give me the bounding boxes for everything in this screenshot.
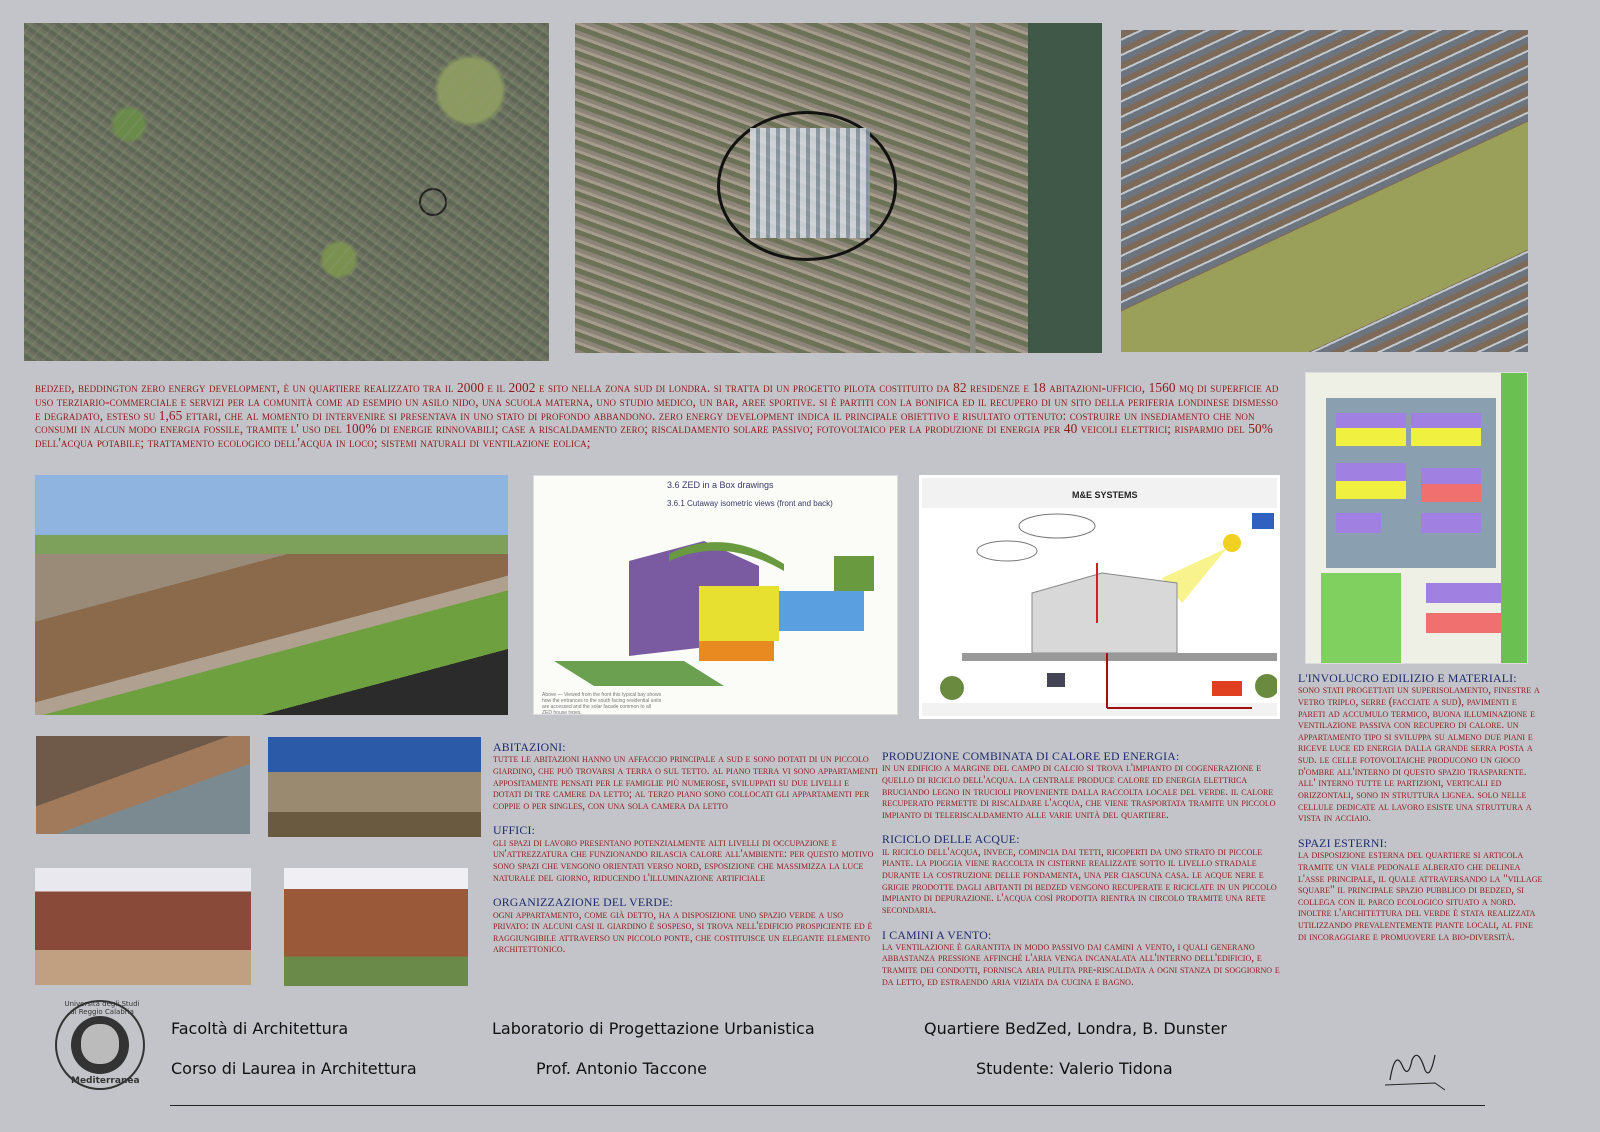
section-title-riciclo: RICICLO DELLE ACQUE:	[882, 832, 1020, 847]
section-body-involucro: sono stati progettati un superisolamento, finestre a vetro triplo, serre (facciate a sud), pavimenti e pareti ad accumulo termico, buona illuminazione e ventilazione passiva con recupero di calore. un appartamento tipo si sviluppa su almeno due piani e riceve luce ed energia dalla grande serra posta a sud. le celle fotovoltaiche producono un gioco d'ombre all'interno di questo spazio trasparente. all' interno tutte le partizioni, verticali ed orizzontali, sono in struttura lignea. solo nelle cellule dedicate al lavoro esiste una struttura a vista in acciaio.	[1298, 684, 1540, 825]
section-title-produzione: PRODUZIONE COMBINATA DI CALORE ED ENERGIA:	[882, 749, 1180, 763]
photo-rooftops	[36, 736, 250, 834]
section-body-riciclo: il riciclo dell'acqua, invece, comincia dai tetti, ricoperti da uno strato di piccole piante. la pioggia viene raccolta in cisterne realizzate sotto il livello stradale durante la costruzione delle fondamenta, una per ciascuna casa. le acque nere e grigie prodotte dagli abitanti di bedzed vengono recuperate e riciclate in un piccolo impianto di depurazione. l'acqua così prodotta rientra in circolo tramite una rete secondaria.	[882, 845, 1277, 916]
aerial-photo-oblique	[1121, 30, 1528, 352]
diagram-heading: 3.6 ZED in a Box drawings	[667, 480, 774, 490]
zed-in-a-box-diagram	[533, 475, 898, 715]
intro-paragraph: bedzed, beddington zero energy development, è un quartiere realizzato tra il 2000 e il 2002 e sito nella zona sud di londra. si tratta di un progetto pilota costituito da 82 residenze e 18 abitazioni-ufficio, 1560 mq di superficie ad uso terziario-commerciale e servizi per la comunità come ad esempio un asilo nido, una scuola materna, uno studio medico, un bar, aree sportive. si è partiti con la bonifica ed il recupero di un sito della periferia londinese dismesso e degradato, esteso su 1,65 ettari, che al momento di intervenire si presentava in uno stato di profondo abbandono. zero energy development indica il principale obiettivo e risultato ottenuto: costruire un insediamento che non consumi in alcun modo energia fossile, tramite l' uso del 100% di energie rinnovabili; case a riscaldamento zero; riscaldamento solare passivo; fotovoltaico per la produzione di energia per 40 veicoli elettrici; risparmio del 50% dell'acqua potabile; trattamento ecologico dell'acqua in loco; sistemi naturali di ventilazione eolica;	[35, 380, 1279, 451]
section-title-verde: ORGANIZZAZIONE DEL VERDE:	[493, 895, 673, 910]
site-plan-drawing	[1306, 373, 1528, 664]
cutaway-house-illustration	[534, 476, 898, 715]
degree-label: Corso di Laurea in Architettura	[171, 1059, 417, 1078]
section-title-camini: I CAMINI A VENTO:	[882, 927, 992, 942]
section-body-uffici: gli spazi di lavoro presentano potenzialmente alti livelli di occupazione e un'attrezzatura che funzionando rilascia calore all'ambiente: per questo motivo sono spazi che vengono orientati verso nord, esposizione che massimizza la luce naturale del giorno, riducendo l'illuminazione artificiale	[493, 836, 874, 884]
section-title-esterni: SPAZI ESTERNI:	[1298, 835, 1388, 850]
photo-sky-gardens	[284, 868, 468, 986]
me-systems-heading: M&E SYSTEMS	[1072, 490, 1138, 500]
site-plan	[1305, 372, 1528, 664]
photo-bedzed-street	[35, 475, 508, 715]
signature-icon	[1380, 1045, 1450, 1095]
aerial-photo-wide	[24, 23, 549, 361]
student-label: Studente: Valerio Tidona	[976, 1059, 1173, 1078]
diagram-caption: Above — Viewed from the front this typical bay shows how the entrances to the south facing residential units are accessed and the solar facade common to all ZED house types.	[542, 692, 662, 715]
site-circle-marker	[419, 188, 447, 216]
footer-rule	[170, 1105, 1485, 1106]
diagram-subheading: 3.6.1 Cutaway isometric views (front and back)	[667, 499, 833, 508]
photo-courtyard	[268, 737, 481, 837]
me-systems-diagram	[919, 475, 1280, 719]
sections-column-2	[882, 750, 1287, 1000]
logo-name: Mediterranea	[71, 1076, 140, 1086]
sections-column-1	[493, 741, 878, 968]
sections-column-3	[1298, 672, 1543, 955]
aerial-photo-close	[575, 23, 1102, 353]
university-logo	[55, 1000, 145, 1090]
logo-ring-text: Università degli Studi di Reggio Calabria	[64, 1000, 140, 1016]
faculty-label: Facoltà di Architettura	[171, 1019, 349, 1038]
photo-village-square	[35, 868, 251, 985]
section-title-involucro: L'INVOLUCRO EDILIZIO E MATERIALI:	[1298, 671, 1517, 685]
lion-head-icon	[81, 1024, 119, 1064]
section-body-abitazioni: tutte le abitazioni hanno un affaccio principale a sud e sono dotati di un piccolo giardino, che può trovarsi a terra o sul tetto. al piano terra vi sono appartamenti appositamente pensati per le famiglie più numerose, sviluppati su due livelli e dotati di tre camere da letto; al terzo piano sono collocati gli appartamenti per coppie o per singles, con una sola camera da letto	[493, 753, 878, 812]
section-body-verde: ogni appartamento, come già detto, ha a disposizione uno spazio verde a uso privato: in alcuni casi il giardino è sospeso, si trova nell'edificio prospiciente ed è raggiungibile attraverso un piccolo ponte, che costituisce un elegante elemento architettonico.	[493, 908, 873, 956]
lab-label: Laboratorio di Progettazione Urbanistica	[492, 1019, 815, 1038]
section-title-abitazioni: ABITAZIONI:	[493, 740, 566, 754]
section-body-camini: la ventilazione è garantita in modo passivo dai camini a vento, i quali generano abbastanza pressione affinché l'aria venga incanalata all'interno dell'edificio, e tramite dei condotti, fornisca aria pulita pre-riscaldata a ogni stanza di soggiorno e da letto, ed estraendo aria viziata da cucina e bagno.	[882, 940, 1280, 988]
project-label: Quartiere BedZed, Londra, B. Dunster	[924, 1019, 1227, 1038]
building-services-illustration	[922, 478, 1280, 719]
professor-label: Prof. Antonio Taccone	[536, 1059, 707, 1078]
section-body-produzione: in un edificio a margine del campo di calcio si trova l'impianto di cogenerazione e quello di riciclo dell'acqua. la centrale produce calore ed energia elettrica bruciando legno in trucioli proveniente dalla raccolta locale del verde. il calore recuperato permette di riscaldare l'acqua, che viene trasportata tramite un piccolo impianto di teleriscaldamento alle varie unità del quartiere.	[882, 762, 1276, 821]
bedzed-blocks	[750, 128, 870, 238]
section-body-esterni: la disposizione esterna del quartiere si articola tramite un viale pedonale alberato che delinea l'asse principale, il quale attraversando la "village square" il principale spazio pubblico di bedzed, si collega con il parco ecologico situato a nord. inoltre l'architettura del verde è stata realizzata utilizzando prevalentemente piante locali, al fine di incoraggiare e promuovere la bio-diversità.	[1298, 849, 1543, 943]
section-title-uffici: UFFICI:	[493, 823, 536, 838]
